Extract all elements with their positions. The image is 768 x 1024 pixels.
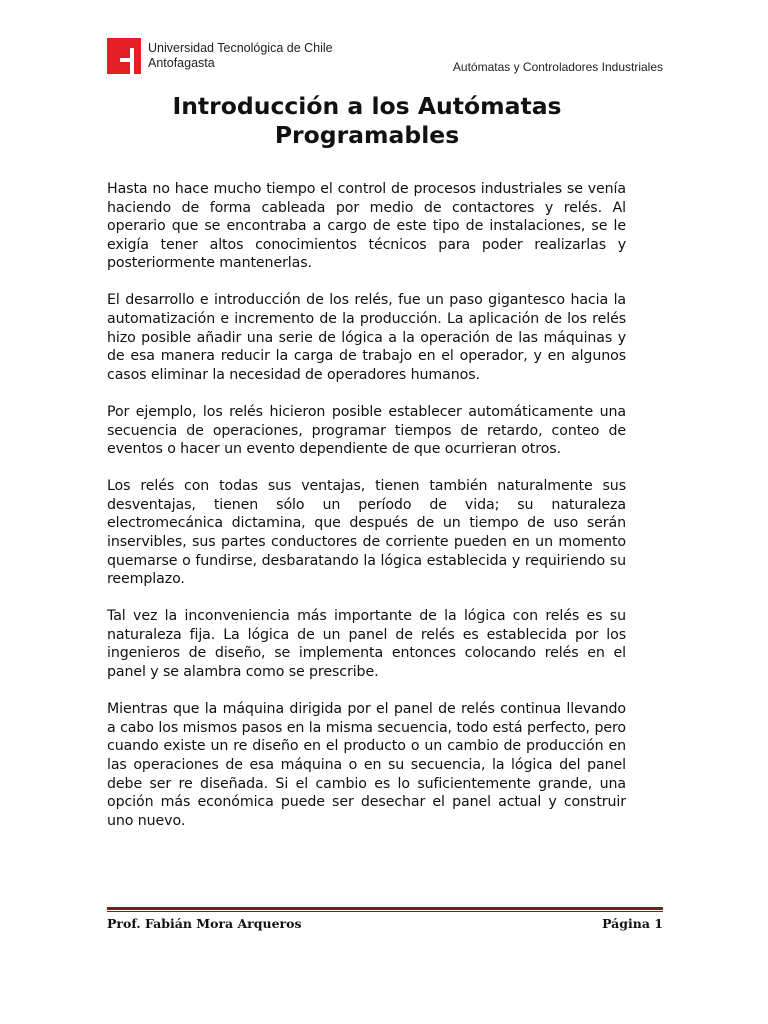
paragraph: Por ejemplo, los relés hicieron posible establecer automáticamente una secuencia de operaciones, programar tiempos de retardo, conteo de eventos o hacer un evento dependiente de que ocurrieran otros.	[107, 403, 626, 458]
institution-line-2: Antofagasta	[148, 56, 215, 70]
paragraph: Tal vez la inconveniencia más importante de la lógica con relés es su naturaleza fija. La lógica de un panel de relés es establecida por los ingenieros de diseño, se implementa entonces colocando relés en el panel y se alambra como se prescribe.	[107, 608, 626, 681]
institution-line-1: Universidad Tecnológica de Chile	[148, 41, 333, 55]
page-header	[107, 38, 663, 78]
footer-divider	[107, 907, 663, 912]
paragraph: Hasta no hace mucho tiempo el control de procesos industriales se venía haciendo de forma cableada por medio de contactores y relés. Al operario que se encontraba a cargo de este tipo de instalaciones, se le exigía tener altos conocimientos técnicos para poder realizarlas y posteriormente mantenerlas.	[107, 181, 626, 272]
document-title	[100, 92, 634, 150]
paragraph: Mientras que la máquina dirigida por el panel de relés continua llevando a cabo los mismos pasos en la misma secuencia, todo está perfecto, pero cuando existe un re diseño en el producto o un cambio de producción en las operaciones de esa máquina o en su secuencia, la lógica del panel debe ser re diseñada. Si el cambio es lo suficientemente grande, una opción más económica puede ser desechar el panel actual y construir uno nuevo.	[107, 701, 626, 829]
institution-name	[148, 41, 333, 71]
paragraph: Los relés con todas sus ventajas, tienen también naturalmente sus desventajas, tienen sólo un período de vida; su naturaleza electromecánica dictamina, que después de un tiempo de uso serán inservibles, sus partes conductores de corriente pueden en un momento quemarse o fundirse, desbaratando la lógica establecida y requiriendo su reemplazo.	[107, 478, 626, 588]
footer-author: Prof. Fabián Mora Arqueros	[107, 916, 302, 931]
title-line-2: Programables	[274, 121, 460, 149]
paragraph: El desarrollo e introducción de los relés, fue un paso gigantesco hacia la automatización e incremento de la producción. La aplicación de los relés hizo posible añadir una serie de lógica a la operación de las máquinas y de esa manera reducir la carga de trabajo en el operador, y en algunos casos eliminar la necesidad de operadores humanos.	[107, 292, 626, 383]
title-line-1: Introducción a los Autómatas	[172, 92, 562, 120]
university-logo-icon	[107, 38, 141, 74]
document-body	[107, 180, 626, 849]
page-number: Página 1	[602, 916, 663, 931]
course-name: Autómatas y Controladores Industriales	[452, 60, 663, 74]
page-footer	[107, 916, 663, 931]
